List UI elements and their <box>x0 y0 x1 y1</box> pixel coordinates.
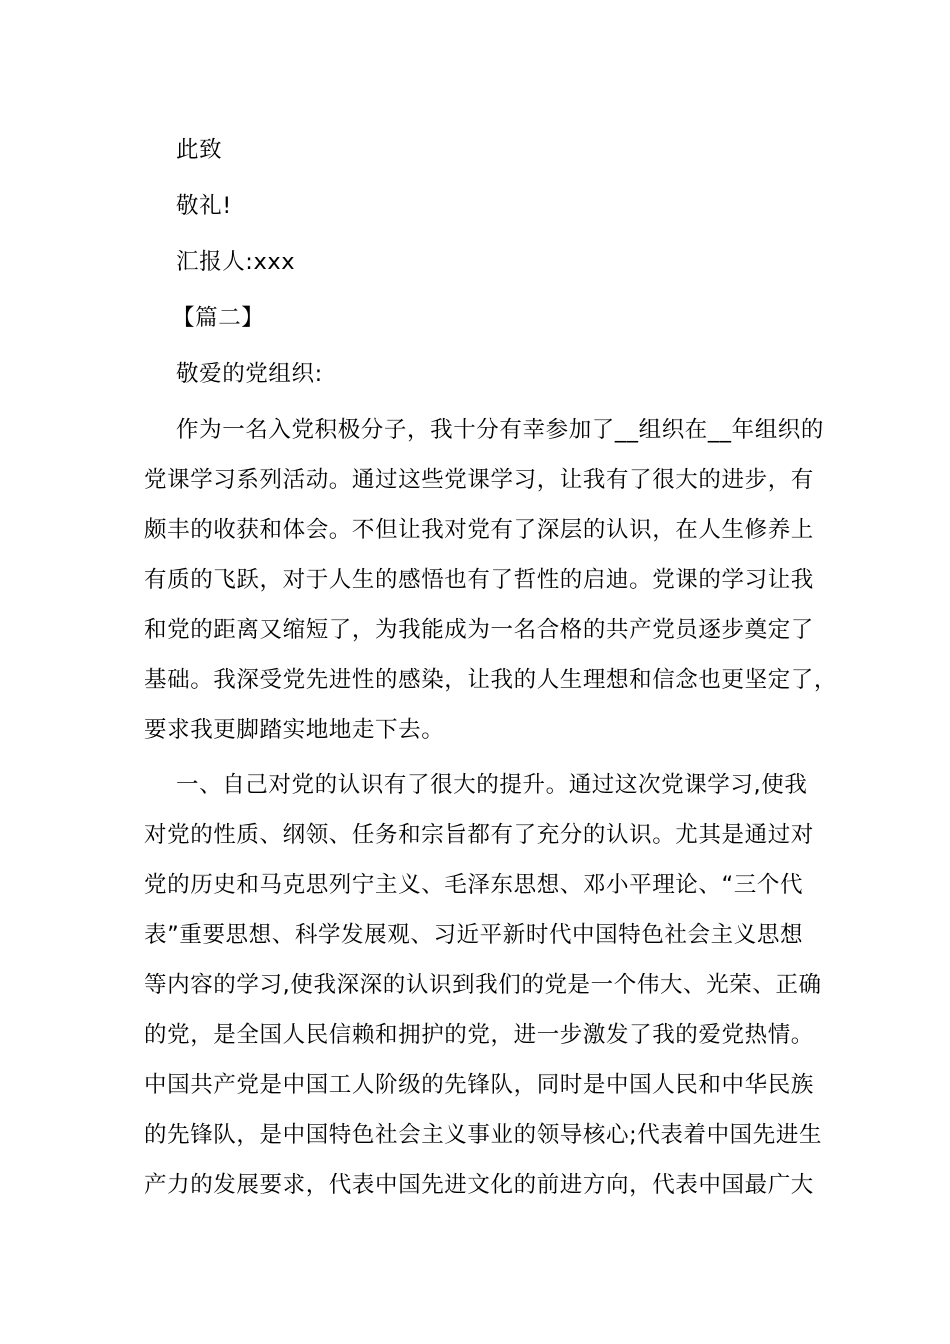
closing-salutation: 此致 <box>176 137 223 163</box>
paragraph-line: 等内容的学习,使我深深的认识到我们的党是一个伟大、光荣、正确 <box>144 972 822 998</box>
paragraph-line: 颇丰的收获和体会。不但让我对党有了深层的认识，在人生修养上 <box>144 517 814 543</box>
paragraph-line: 有质的飞跃，对于人生的感悟也有了哲性的启迪。党课的学习让我 <box>144 567 814 593</box>
greeting: 敬爱的党组织: <box>176 361 323 387</box>
section-heading: 【篇二】 <box>172 305 265 331</box>
paragraph-line: 要求我更脚踏实地地走下去。 <box>144 717 445 743</box>
paragraph-line: 产力的发展要求，代表中国先进文化的前进方向，代表中国最广大 <box>144 1172 814 1198</box>
paragraph-line: 中国共产党是中国工人阶级的先锋队，同时是中国人民和中华民族 <box>144 1072 814 1098</box>
closing-respect: 敬礼! <box>176 193 232 219</box>
paragraph-line: 党课学习系列活动。通过这些党课学习，让我有了很大的进步，有 <box>144 467 814 493</box>
reporter-signature: 汇报人:xxx <box>176 249 296 275</box>
paragraph-line: 的先锋队，是中国特色社会主义事业的领导核心;代表着中国先进生 <box>144 1122 823 1148</box>
paragraph-line: 作为一名入党积极分子，我十分有幸参加了__组织在__年组织的 <box>176 417 825 443</box>
paragraph-line: 基础。我深受党先进性的感染，让我的人生理想和信念也更坚定了， <box>144 667 838 693</box>
paragraph-line: 党的历史和马克思列宁主义、毛泽东思想、邓小平理论、“三个代 <box>144 872 804 898</box>
paragraph-line: 的党，是全国人民信赖和拥护的党，进一步激发了我的爱党热情。 <box>144 1022 814 1048</box>
paragraph-line: 一、自己对党的认识有了很大的提升。通过这次党课学习,使我 <box>176 772 808 798</box>
paragraph-line: 和党的距离又缩短了，为我能成为一名合格的共产党员逐步奠定了 <box>144 617 814 643</box>
paragraph-line: 对党的性质、纲领、任务和宗旨都有了充分的认识。尤其是通过对 <box>144 822 814 848</box>
paragraph-line: 表”重要思想、科学发展观、习近平新时代中国特色社会主义思想 <box>144 922 804 948</box>
